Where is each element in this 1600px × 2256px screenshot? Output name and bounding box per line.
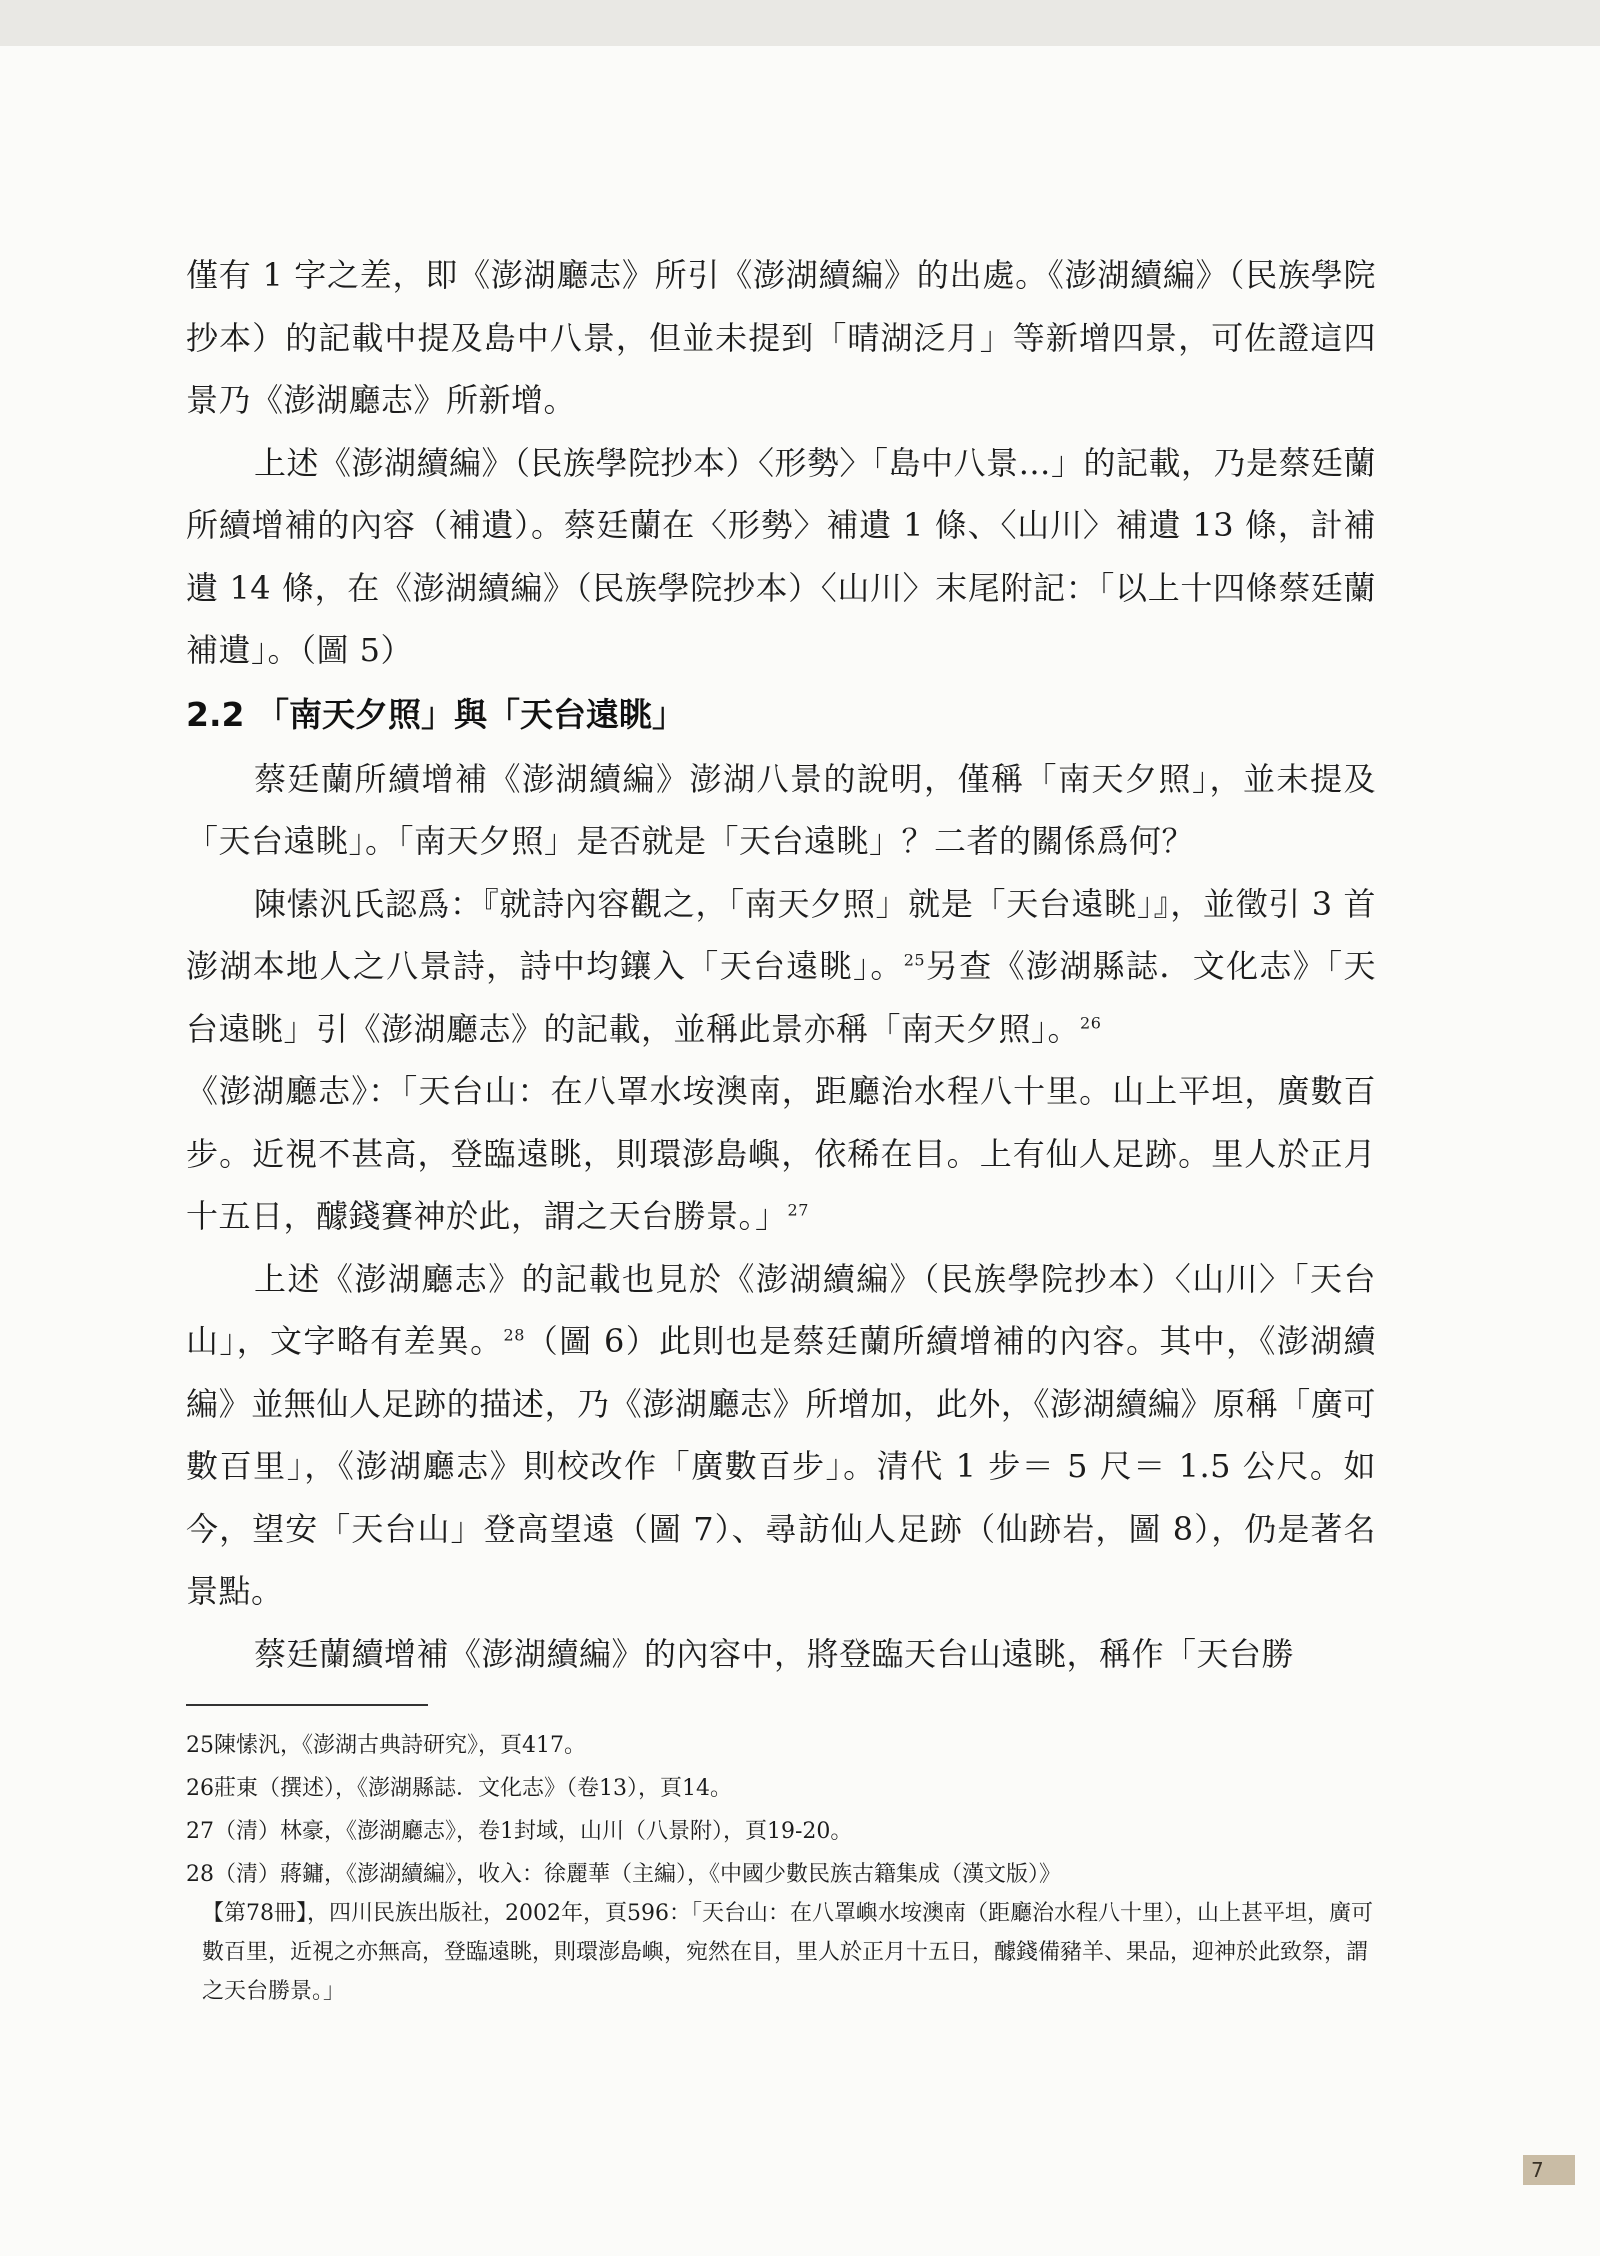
paragraph-continuation: 僅有 1 字之差，即《澎湖廳志》所引《澎湖續編》的出處。《澎湖續編》（民族學院抄本）的記載中提及島中八景，但並未提到「晴湖泛月」等新增四景，可佐證這四景乃《澎湖廳志》所新增。 (186, 256, 1376, 419)
paragraph-text: 另查《澎湖縣誌．文化志》「天台遠眺」引《澎湖廳志》的記載，並稱此景亦稱「南天夕照」。 (186, 947, 1376, 1048)
paragraph-quote (186, 1060, 1376, 1248)
paragraph-question: 蔡廷蘭所續增補《澎湖續編》澎湖八景的說明，僅稱「南天夕照」，並未提及「天台遠眺」。「南天夕照」是否就是「天台遠眺」？二者的關係爲何？ (186, 759, 1376, 860)
paragraph-text: （圖 6）此則也是蔡廷蘭所續增補的內容。其中，《澎湖續編》並無仙人足跡的描述，乃《澎湖廳志》所增加，此外，《澎湖續編》原稱「廣可數百里」，《澎湖廳志》則校改作「廣數百步」。清代 1 步＝ 5 尺＝ 1.5 公尺。如今，望安「天台山」登高望遠（圖 7）、尋訪仙人足跡（仙跡岩，圖 8），仍是著名景點。 (186, 1322, 1376, 1610)
footnote-ref-26: 26 (1080, 1012, 1102, 1032)
footnote-26: 26莊東（撰述），《澎湖縣誌．文化志》（卷13），頁14。 (186, 1776, 732, 1801)
footnotes (186, 1726, 1386, 2015)
footnote-25: 25陳愫汎，《澎湖古典詩研究》，頁417。 (186, 1733, 586, 1758)
paragraph-supplement: 上述《澎湖續編》（民族學院抄本）〈形勢〉「島中八景…」的記載，乃是蔡廷蘭所續增補的內容（補遺）。蔡廷蘭在〈形勢〉補遺 1 條、〈山川〉補遺 13 條，計補遺 14 條，在《澎湖續編》（民族學院抄本）〈山川〉末尾附記：「以上十四條蔡廷蘭補遺」。（圖 5） (186, 443, 1377, 669)
page-number: 7 (1523, 2155, 1575, 2185)
paragraph-comparison (186, 1248, 1376, 1623)
footnote-ref-28: 28 (503, 1325, 525, 1345)
footnote-ref-27: 27 (787, 1200, 809, 1220)
scan-top-margin (0, 0, 1600, 46)
paragraph-final: 蔡廷蘭續增補《澎湖續編》的內容中，將登臨天台山遠眺，稱作「天台勝 (254, 1634, 1295, 1673)
footnote-28 (186, 1855, 1386, 2011)
body-text (186, 244, 1376, 1685)
footnote-divider (186, 1704, 428, 1706)
paragraph-text: 上述《澎湖廳志》的記載也見於《澎湖續編》（民族學院抄本）〈山川〉「天台山」，文字略有差異。 (186, 1259, 1376, 1360)
paragraph-text: 陳愫汎氏認爲：『就詩內容觀之，「南天夕照」就是「天台遠眺」』，並徵引 3 首澎湖本地人之八景詩，詩中均鑲入「天台遠眺」。 (186, 884, 1376, 985)
footnote-27: 27（清）林豪，《澎湖廳志》，卷1封域，山川（八景附），頁19-20。 (186, 1819, 853, 1844)
paragraph-text: 《澎湖廳志》：「天台山：在八罩水垵澳南，距廳治水程八十里。山上平坦，廣數百步。近視不甚高，登臨遠眺，則環澎島嶼，依稀在目。上有仙人足跡。里人於正月十五日，醵錢賽神於此，謂之天台勝景。」 (186, 1072, 1376, 1235)
paragraph-chen-opinion (186, 873, 1376, 1061)
footnote-28-text: 28（清）蔣鏞，《澎湖續編》，收入：徐麗華（主編），《中國少數民族古籍集成（漢文版）》 (186, 1862, 1061, 1887)
footnote-ref-25: 25 (903, 950, 926, 970)
footnote-28-continuation: 【第78冊】，四川民族出版社，2002年，頁596：「天台山：在八罩嶼水垵澳南（距廳治水程八十里），山上甚平坦，廣可數百里，近視之亦無高，登臨遠眺，則環澎島嶼，宛然在目，里人於正月十五日，醵錢備豬羊、果品，迎神於此致祭，謂之天台勝景。」 (202, 1901, 1373, 2004)
section-heading: 2.2 「南天夕照」與「天台遠眺」 (186, 694, 685, 734)
